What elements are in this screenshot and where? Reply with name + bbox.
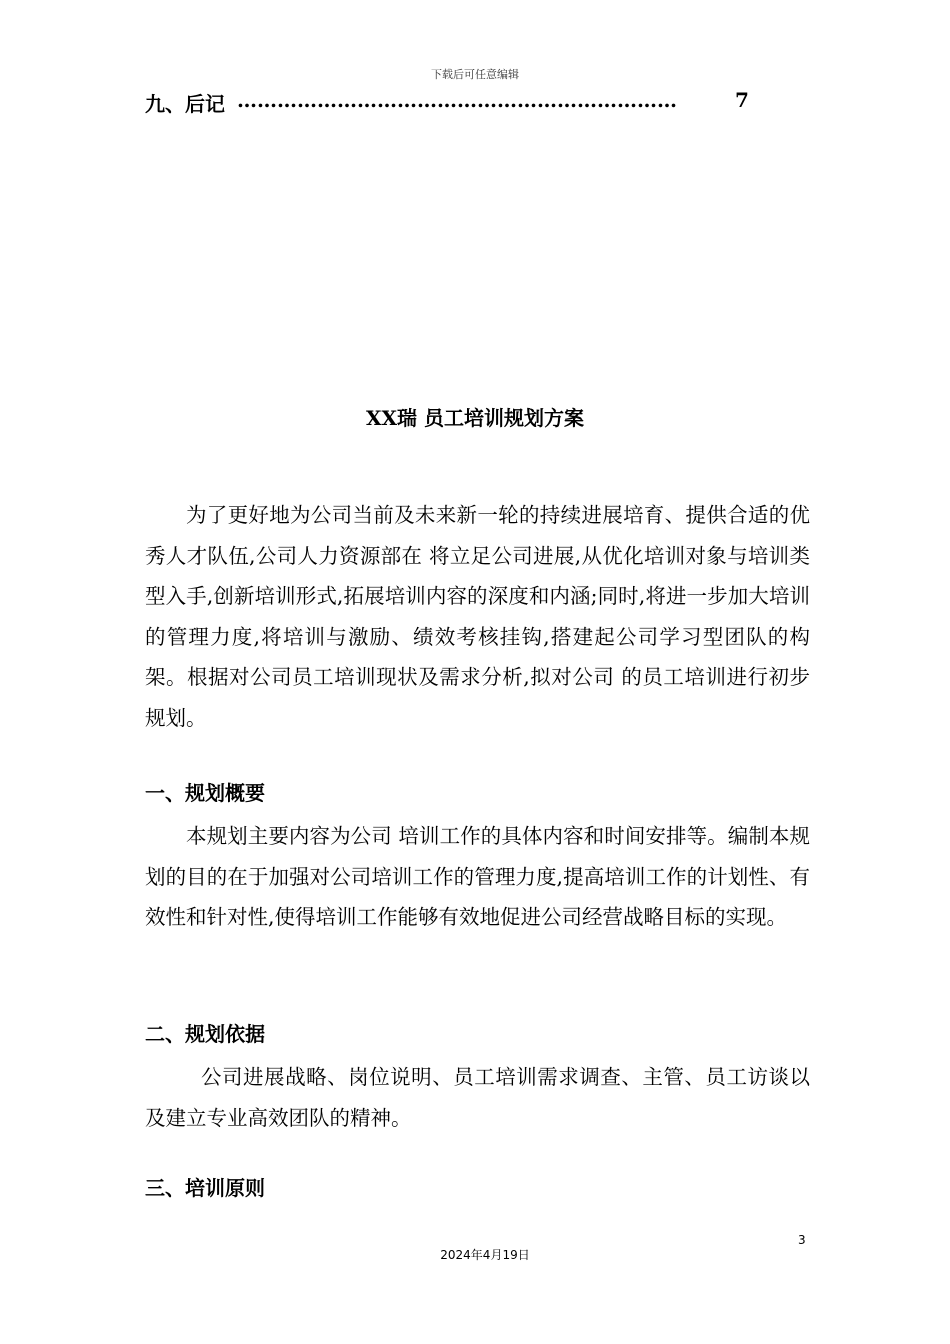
document-title: XX瑞 员工培训规划方案 [366, 406, 584, 430]
page-number: 3 [798, 1233, 806, 1247]
toc-entry[interactable] [145, 88, 755, 116]
intro-paragraph: 为了更好地为公司当前及未来新一轮的持续进展培育、提供合适的优秀人才队伍,公司人力资源部在 将立足公司进展,从优化培训对象与培训类型入手,创新培训形式,拓展培训内容的深度和内涵;同时,将进一步加大培训的管理力度,将培训与激励、绩效考核挂钩,搭建起公司学习型团队的构架。根据对公司员工培训现状及需求分析,拟对公司 的员工培训进行初步规划。 [145, 503, 810, 730]
section-heading-overview: 一、规划概要 [145, 781, 265, 805]
toc-entry-label: 九、后记 [145, 92, 225, 116]
footer-date: 2024年4月19日 [440, 1248, 530, 1262]
toc-leader-dots: ………………………………………………………… [237, 88, 677, 112]
section-body-overview: 本规划主要内容为公司 培训工作的具体内容和时间安排等。编制本规划的目的在于加强对公司培训工作的管理力度,提高培训工作的计划性、有效性和针对性,使得培训工作能够有效地促进公司经营战略目标的实现。 [145, 824, 810, 929]
section-heading-basis: 二、规划依据 [145, 1022, 265, 1046]
section-heading-principles: 三、培训原则 [145, 1176, 265, 1200]
header-note: 下载后可任意编辑 [431, 68, 519, 81]
toc-page-number: 7 [735, 88, 749, 112]
section-body-basis: 公司进展战略、岗位说明、员工培训需求调查、主管、员工访谈以及建立专业高效团队的精神。 [145, 1065, 810, 1130]
